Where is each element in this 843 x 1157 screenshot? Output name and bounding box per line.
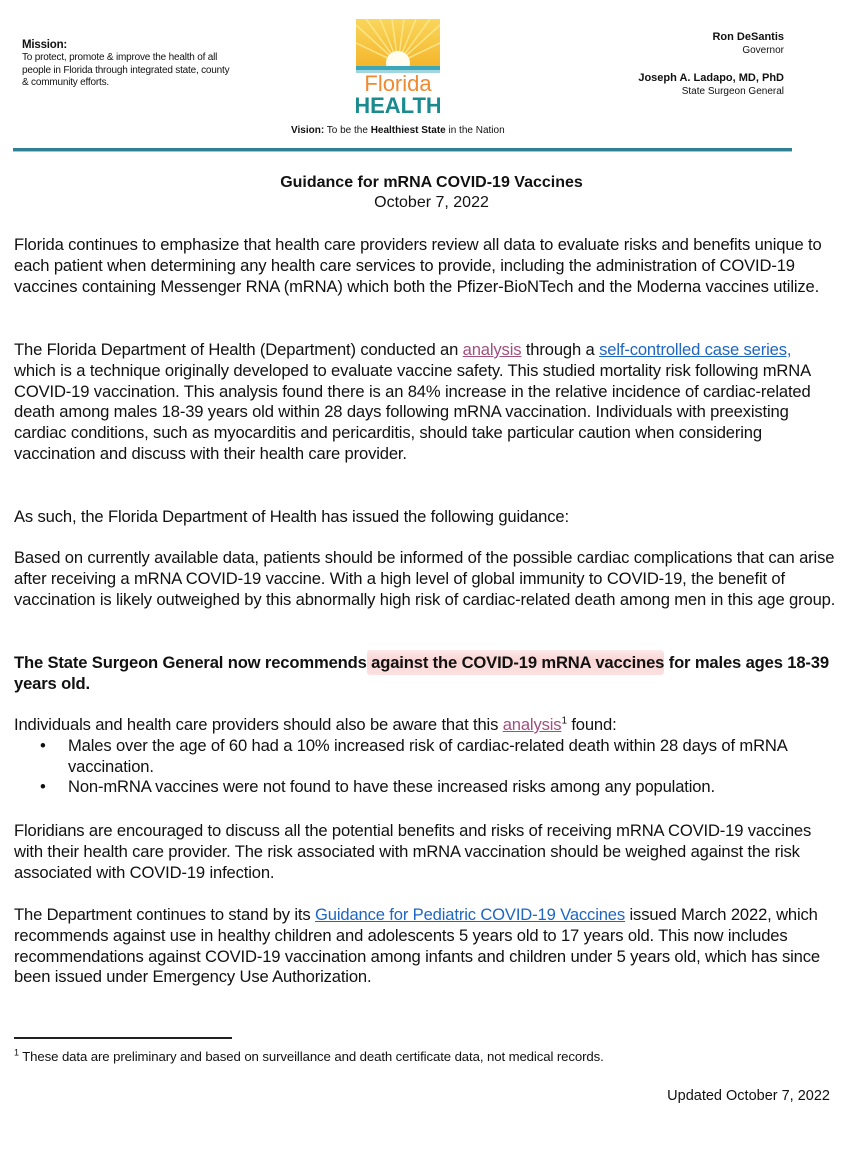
findings-list (14, 736, 836, 798)
pediatric-text-a: The Department continues to stand by its (14, 905, 315, 924)
paragraph-cardiac-complications: Based on currently available data, patients should be informed of the possible cardiac complications that can arise after receiving a mRNA COVID-19 vaccine. With a high level of global immunity to COVID-19, the benefit of vaccination is likely outweighed by this abnormally high risk of cardiac-related death among men in this age group. (14, 548, 836, 609)
findings-text-a: Individuals and health care providers should also be aware that this (14, 715, 503, 734)
surgeon-general-title: State Surgeon General (681, 86, 784, 97)
findings-text-b: found: (566, 715, 617, 734)
vision-text-2: in the Nation (445, 125, 505, 136)
paragraph-intro: Florida continues to emphasize that health care providers review all data to evaluate risks and benefits unique to each patient when determining any health care services to provide, including the administration of COVID-19 vaccines containing Messenger RNA (mRNA) which both the Pfizer-BioNTech and the Moderna vaccines utilize. (14, 235, 822, 296)
footnote-marker: 1 (14, 1047, 19, 1058)
vision-label: Vision: (291, 125, 325, 136)
vision-text-1: To be the (324, 125, 371, 136)
recommendation-text-b: for males ages 18-39 years old. (14, 653, 829, 693)
officials-block (638, 30, 784, 98)
footnote-ref: 1 (561, 715, 567, 727)
pediatric-text-b: issued March 2022, which recommends against use in healthy children and adolescents 5 years old to 17 years old. This now includes recommendations against COVID-19 vaccination among infants and children under 5 years old, which has since been issued under Emergency Use Authorization. (14, 905, 820, 987)
logo-florida-text: Florida (364, 71, 432, 96)
findings-list-item: • Males over the age of 60 had a 10% increased risk of cardiac-related death within 28 days of mRNA vaccination. (14, 736, 836, 778)
header-divider (13, 148, 792, 152)
paragraph-analysis-text-a: The Florida Department of Health (Department) conducted an (14, 340, 463, 359)
findings-list-item: • Non-mRNA vaccines were not found to have these increased risks among any population. (14, 777, 836, 798)
footnote-text: These data are preliminary and based on surveillance and death certificate data, not medical records. (18, 1049, 604, 1064)
recommendation-highlight: against the COVID-19 mRNA vaccines (367, 650, 665, 675)
paragraph-analysis-text-b: through a (521, 340, 600, 359)
footnote-divider (14, 1037, 232, 1039)
mission-text: To protect, promote & improve the health of all people in Florida through integrated state, county & community efforts. (22, 52, 230, 88)
paragraph-discuss: Floridians are encouraged to discuss all the potential benefits and risks of receiving mRNA COVID-19 vaccines with their health care provider. The risk associated with mRNA vaccination should be weighed against the risk associated with COVID-19 infection. (14, 821, 812, 882)
document-date: October 7, 2022 (374, 194, 489, 211)
paragraph-guidance-intro: As such, the Florida Department of Health has issued the following guidance: (14, 507, 569, 526)
mission-title: Mission: (22, 39, 68, 51)
updated-date: Updated October 7, 2022 (667, 1088, 830, 1104)
document-title: Guidance for mRNA COVID-19 Vaccines (280, 174, 583, 191)
self-controlled-case-series-link[interactable]: self-controlled case series, (599, 340, 792, 359)
analysis-link[interactable]: analysis (462, 340, 522, 359)
recommendation-text-a: The State Surgeon General now recommends (14, 653, 367, 672)
footnote (14, 1049, 604, 1065)
governor-title: Governor (742, 45, 784, 56)
paragraph-findings (14, 715, 836, 798)
florida-health-logo (356, 19, 440, 115)
vision-bold: Healthiest State (370, 125, 446, 136)
governor-name: Ron DeSantis (712, 31, 784, 43)
paragraph-analysis-text-c: which is a technique originally developed to evaluate vaccine safety. This studied mortality risk following mRNA COVID-19 vaccination. This analysis found there is an 84% increase in the relative incidence of cardiac-related death among males 18-39 years old within 28 days following mRNA vaccination. Individuals with preexisting cardiac conditions, such as myocarditis and pericarditis, should take particular caution when considering vaccination and discuss with their health care provider. (14, 360, 811, 463)
paragraph-pediatric (14, 905, 836, 988)
paragraph-recommendation (14, 653, 836, 695)
florida-health-logo-graphic (356, 19, 440, 115)
pediatric-guidance-link[interactable]: Guidance for Pediatric COVID-19 Vaccines (315, 905, 626, 924)
document-title-block (0, 173, 843, 213)
logo-health-text: HEALTH (356, 93, 440, 115)
mission-statement (22, 38, 232, 90)
analysis-link-2[interactable]: analysis (502, 715, 562, 734)
paragraph-analysis (14, 340, 836, 465)
surgeon-general-name: Joseph A. Ladapo, MD, PhD (638, 72, 784, 84)
